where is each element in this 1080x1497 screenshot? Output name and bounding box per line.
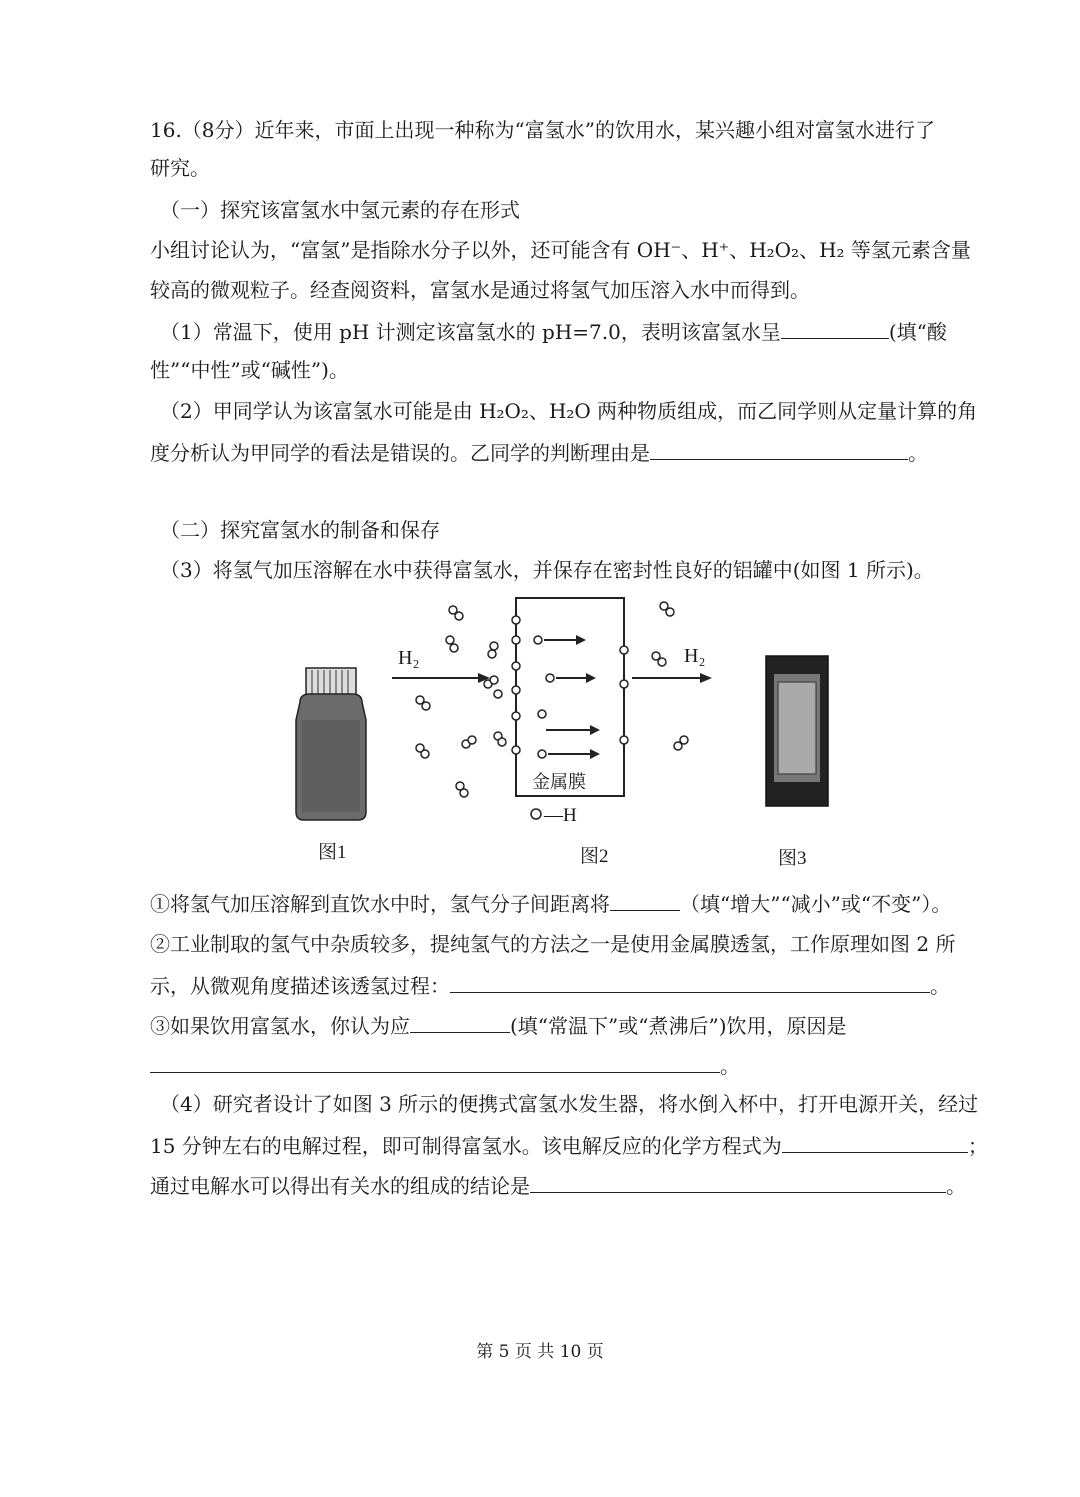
page-footer [0,1337,1080,1362]
h2-right-label: H₂ [684,645,706,667]
sub-question-4-line3: 通过电解水可以得出有关水的组成的结论是 。 [150,1170,980,1200]
sub-question-2-line2: 度分析认为甲同学的看法是错误的。乙同学的判断理由是 。 [150,437,980,467]
sub-question-3: （3）将氢气加压溶解在水中获得富氢水，并保存在密封性良好的铝罐中(如图 1 所示)。 [160,558,934,582]
bottle-illustration [296,668,366,820]
answer-blank-q4-equation[interactable] [782,1130,968,1153]
answer-blank-sub3b[interactable] [150,1050,720,1073]
section-1-title: （一）探究该富氢水中氢元素的存在形式 [160,198,520,222]
hydrogen-water-generator-illustration [766,656,828,806]
sub-question-1-line1: （1）常温下，使用 pH 计测定该富氢水的 pH=7.0，表明该富氢水呈 (填“酸 [160,316,990,346]
answer-blank-sub2[interactable] [450,970,930,993]
sub-question-1-line2: 性”“中性”或“碱性”)。 [150,358,349,382]
sub-question-4-line2: 15 分钟左右的电解过程，即可制得富氢水。该电解反应的化学方程式为 ； [150,1130,980,1160]
section-1-paragraph-line2: 较高的微观粒子。经查阅资料，富氢水是通过将氢气加压溶入水中而得到。 [150,278,810,302]
fig2-caption: 图2 [580,846,609,867]
sub-item-3-line1: ③如果饮用富氢水，你认为应 (填“常温下”或“煮沸后”)饮用，原因是 [150,1010,980,1040]
metal-membrane-box [516,598,624,796]
sub-item-1: ①将氢气加压溶解到直饮水中时，氢气分子间距离将 （填“增大”“减小”或“不变”）。 [150,888,980,918]
h2-left-label: H₂ [398,647,420,669]
answer-blank-q1[interactable] [781,316,889,339]
answer-blank-sub3a[interactable] [410,1010,510,1033]
answer-blank-q4-conclusion[interactable] [530,1170,946,1193]
membrane-diagram [392,598,712,826]
question-text: 16.（8分）近年来，市面上出现一种称为“富氢水”的饮用水，某兴趣小组对富氢水进行了 [150,118,935,142]
sub-item-2-line1: ②工业制取的氢气中杂质较多，提纯氢气的方法之一是使用金属膜透氢，工作原理如图 2 所 [150,932,956,956]
fig1-caption: 图1 [318,842,347,863]
answer-blank-q2[interactable] [650,437,908,460]
fig3-caption: 图3 [778,848,807,869]
sub-item-2-line2: 示，从微观角度描述该透氢过程： 。 [150,970,980,1000]
legend-h-label: —H [544,805,577,826]
answer-blank-sub1[interactable] [610,888,680,911]
membrane-label: 金属膜 [532,772,586,792]
figure-group [280,590,840,880]
question-text: 研究。 [150,156,210,180]
page-number: 第 5 页 共 10 页 [476,1342,604,1362]
question-16-intro-line2 [150,154,980,182]
figure-svg [280,590,840,880]
sub-question-4-line1: （4）研究者设计了如图 3 所示的便携式富氢水发生器，将水倒入杯中，打开电源开关，经过 [160,1092,979,1116]
section-1-paragraph-line1: 小组讨论认为，“富氢”是指除水分子以外，还可能含有 OH⁻、H⁺、H₂O₂、H₂ 等氢元素含量 [150,238,971,262]
sub-item-3-line2: 。 [150,1050,980,1080]
question-16-intro-line1 [150,116,980,144]
section-2-title: （二）探究富氢水的制备和保存 [160,518,440,542]
sub-question-2-line1: （2）甲同学认为该富氢水可能是由 H₂O₂、H₂O 两种物质组成，而乙同学则从定量计算的角 [160,399,978,423]
